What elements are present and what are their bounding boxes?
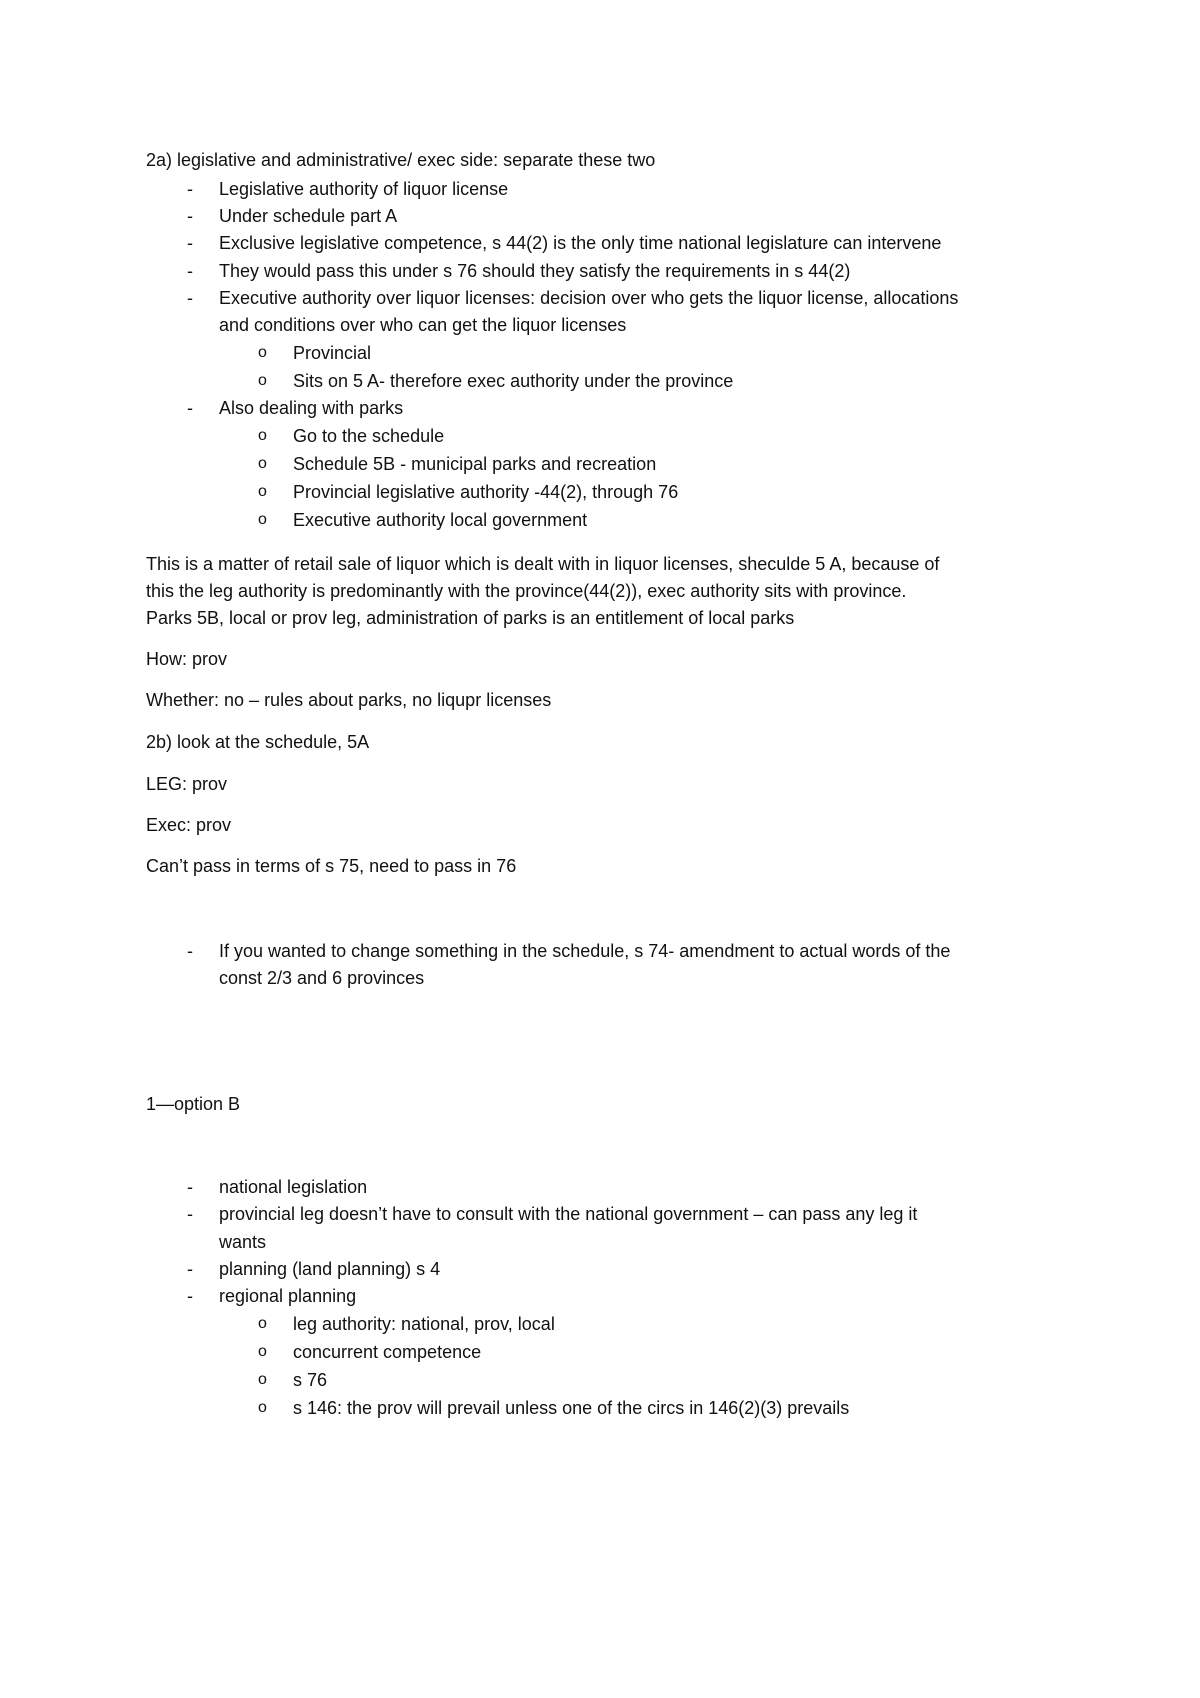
sub-bullet: o bbox=[258, 427, 267, 444]
whether-line: Whether: no – rules about parks, no liqupr licenses bbox=[146, 690, 552, 710]
paragraph-line: this the leg authority is predominantly with the province(44(2)), exec authority sits with province. bbox=[146, 581, 907, 601]
sub-list-item: Schedule 5B - municipal parks and recreation bbox=[293, 454, 657, 474]
dash-bullet: - bbox=[187, 233, 193, 253]
how-line: How: prov bbox=[146, 649, 228, 669]
sub-list-item: s 76 bbox=[293, 1370, 328, 1390]
sub-list-item: Go to the schedule bbox=[293, 426, 445, 446]
sub-bullet: o bbox=[258, 455, 267, 472]
dash-bullet: - bbox=[187, 261, 193, 281]
sub-list-item: Sits on 5 A- therefore exec authority under the province bbox=[293, 371, 734, 391]
dash-bullet: - bbox=[187, 206, 193, 226]
list-item: They would pass this under s 76 should they satisfy the requirements in s 44(2) bbox=[219, 261, 851, 281]
sub-list-item: Provincial legislative authority -44(2), through 76 bbox=[293, 482, 679, 502]
cant-pass-line: Can’t pass in terms of s 75, need to pass in 76 bbox=[146, 856, 517, 876]
leg-line: LEG: prov bbox=[146, 774, 228, 794]
dash-bullet: - bbox=[187, 398, 193, 418]
heading-2a: 2a) legislative and administrative/ exec side: separate these two bbox=[146, 150, 656, 170]
list-item: If you wanted to change something in the schedule, s 74- amendment to actual words of the bbox=[219, 941, 951, 961]
dash-bullet: - bbox=[187, 288, 193, 308]
sub-bullet: o bbox=[258, 1371, 267, 1388]
sub-bullet: o bbox=[258, 372, 267, 389]
list-item: regional planning bbox=[219, 1286, 357, 1306]
sub-bullet: o bbox=[258, 344, 267, 361]
list-item: Legislative authority of liquor license bbox=[219, 179, 509, 199]
list-item-continuation: wants bbox=[219, 1232, 267, 1252]
dash-bullet: - bbox=[187, 1259, 193, 1279]
list-item: Under schedule part A bbox=[219, 206, 398, 226]
sub-list-item: concurrent competence bbox=[293, 1342, 482, 1362]
sub-bullet: o bbox=[258, 1315, 267, 1332]
sub-list-item: Executive authority local government bbox=[293, 510, 588, 530]
sub-list-item: leg authority: national, prov, local bbox=[293, 1314, 555, 1334]
list-item: planning (land planning) s 4 bbox=[219, 1259, 441, 1279]
sub-list-item: s 146: the prov will prevail unless one of the circs in 146(2)(3) prevails bbox=[293, 1398, 850, 1418]
list-item: Exclusive legislative competence, s 44(2) is the only time national legislature can intervene bbox=[219, 233, 942, 253]
sub-list-item: Provincial bbox=[293, 343, 372, 363]
list-item: Also dealing with parks bbox=[219, 398, 404, 418]
sub-bullet: o bbox=[258, 483, 267, 500]
heading-2b: 2b) look at the schedule, 5A bbox=[146, 732, 370, 752]
paragraph-line: This is a matter of retail sale of liquor which is dealt with in liquor licenses, sheculde 5 A, because of bbox=[146, 554, 940, 574]
exec-line: Exec: prov bbox=[146, 815, 232, 835]
list-item-continuation: and conditions over who can get the liquor licenses bbox=[219, 315, 627, 335]
list-item: national legislation bbox=[219, 1177, 368, 1197]
dash-bullet: - bbox=[187, 1204, 193, 1224]
dash-bullet: - bbox=[187, 1286, 193, 1306]
sub-bullet: o bbox=[258, 1399, 267, 1416]
heading-1: 1—option B bbox=[146, 1094, 241, 1114]
list-item: provincial leg doesn’t have to consult with the national government – can pass any leg it bbox=[219, 1204, 918, 1224]
dash-bullet: - bbox=[187, 179, 193, 199]
paragraph-line: Parks 5B, local or prov leg, administration of parks is an entitlement of local parks bbox=[146, 608, 795, 628]
list-item: Executive authority over liquor licenses: decision over who gets the liquor license, allocations bbox=[219, 288, 959, 308]
dash-bullet: - bbox=[187, 941, 193, 961]
list-item-continuation: const 2/3 and 6 provinces bbox=[219, 968, 425, 988]
dash-bullet: - bbox=[187, 1177, 193, 1197]
sub-bullet: o bbox=[258, 1343, 267, 1360]
sub-bullet: o bbox=[258, 511, 267, 528]
